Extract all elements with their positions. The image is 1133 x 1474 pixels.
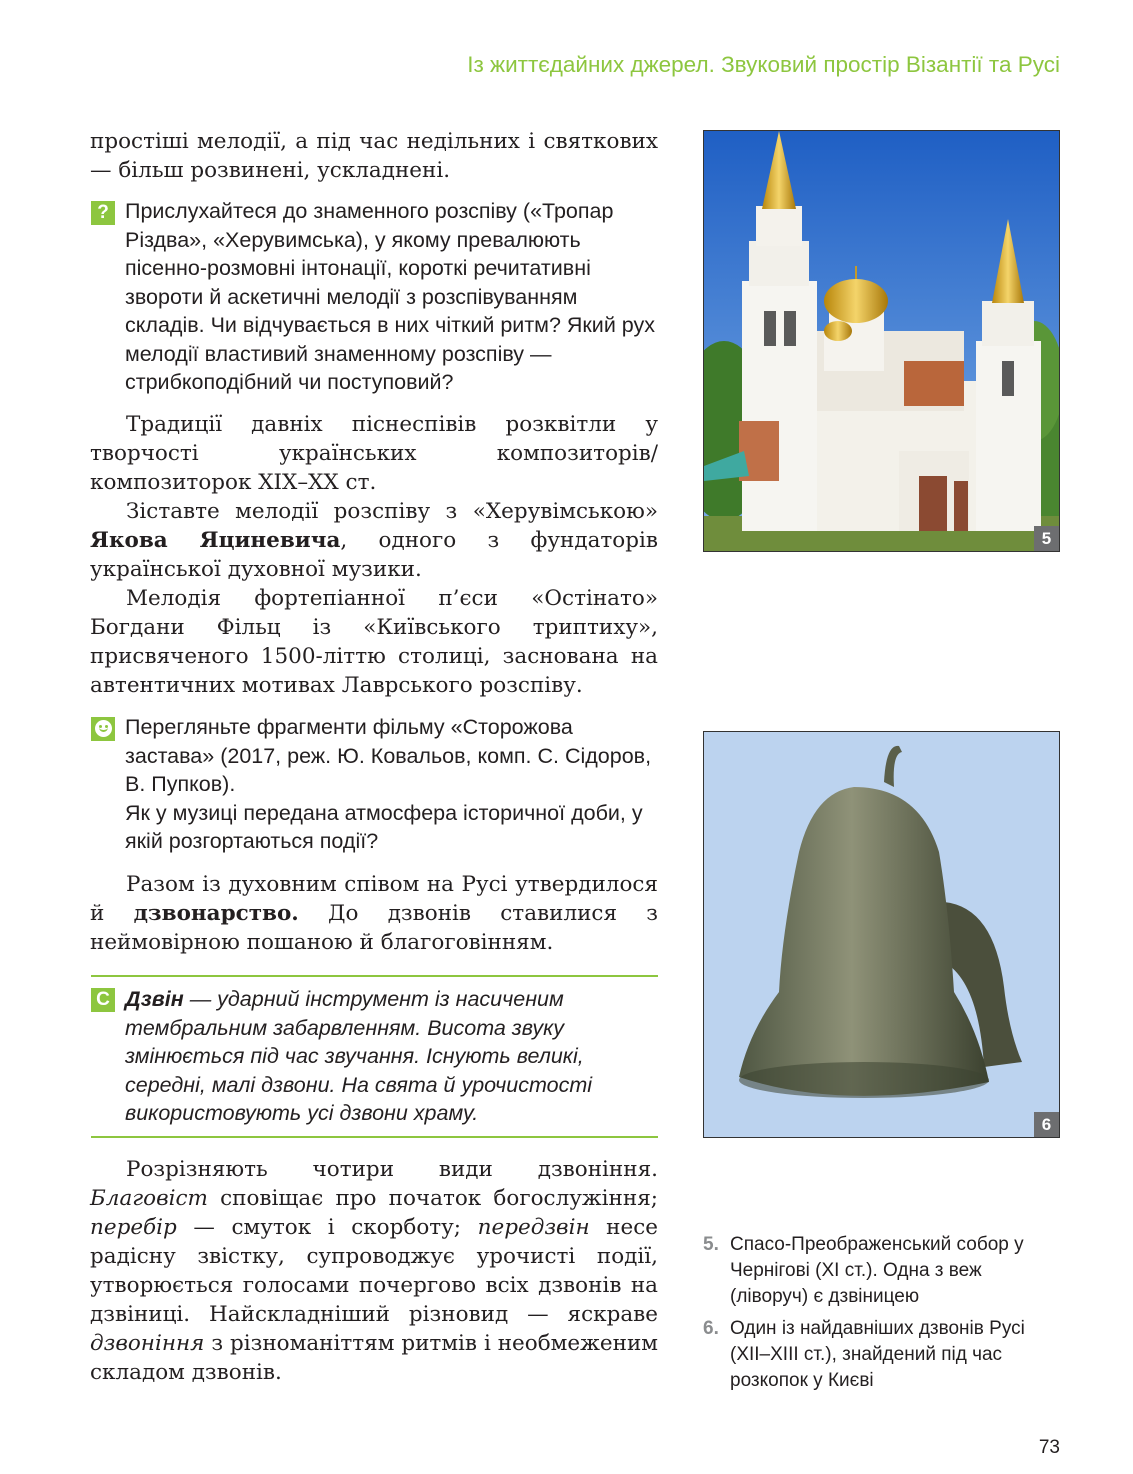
term-dzvoninnia: дзвоніння xyxy=(90,1331,205,1356)
composer-name: Якова Яциневича xyxy=(90,528,341,553)
question-icon: ? xyxy=(91,201,115,225)
film-text: Перегляньте фрагменти фільму «Сторожова застава» (2017, реж. Ю. Ковальов, комп. С. Сідоров, В. Пупков). xyxy=(125,715,652,796)
p6-part3: — смуток і скорботу; xyxy=(176,1215,478,1240)
figure-5-cathedral-photo xyxy=(703,130,1060,552)
term-perebir: перебір xyxy=(90,1215,177,1240)
figure-6-number: 6 xyxy=(1034,1112,1059,1137)
paragraph-2: Традиції давніх піснеспівів розквітли у творчості українських композиторів/ композиторок XIX–XX ст. xyxy=(90,412,658,495)
running-head: Із життєдайних джерел. Звуковий простір Візантії та Русі xyxy=(467,52,1060,77)
paragraph-3 xyxy=(90,497,658,584)
film-question: Як у музиці передана атмосфера історичної доби, у якій розгортаються події? xyxy=(125,800,643,853)
paragraph-4: Мелодія фортепіанної п’єси «Остінато» Богдани Фільц із «Київського триптиху», присвяченого 1500-літтю столиці, заснована на автентичних мотивах Лаврського розспіву. xyxy=(90,586,658,698)
paragraph-1 xyxy=(90,127,658,185)
bell-illustration xyxy=(704,732,1060,1138)
figure-captions xyxy=(703,1232,1063,1400)
caption-5-text: Спасо-Преображенський собор у Чернігові (ХІ ст.). Одна з веж (ліворуч) є дзвіницею xyxy=(730,1234,1024,1307)
caption-6 xyxy=(703,1316,1063,1394)
term-blagovist: Благовіст xyxy=(90,1186,208,1211)
smile-icon xyxy=(91,717,115,741)
term-peredzvin: передзвін xyxy=(477,1215,590,1240)
question-text: Прислухайтеся до знаменного розспіву («Тропар Різдва», «Херувимська), у якому превалюють пісенно-розмовні інтонації, короткі речитативні звороти й аскетичні мелодії з розспівуванням складів. Чи відчувається в них чіткий ритм? Який рух мелодії властивий знаменному розспіву — стрибкоподібний чи поступовий? xyxy=(125,199,656,394)
paragraph-5-end: До дзвонів ставилися з неймовірною пошаною й благоговінням. xyxy=(90,901,658,955)
definition-term: Дзвін xyxy=(125,987,184,1011)
paragraph-6 xyxy=(90,1155,658,1387)
paragraph-5 xyxy=(90,870,658,957)
caption-5-number: 5. xyxy=(703,1234,719,1255)
paragraph-3-start: Зіставте мелодії розспіву з «Херувімською» xyxy=(126,499,658,524)
definition-top-rule xyxy=(91,975,658,977)
paragraph-5-start: Разом із духовним співом на Русі утвердилося й xyxy=(90,872,658,926)
page-number: 73 xyxy=(1038,1437,1060,1458)
definition-body: — ударний інструмент із насиченим тембральним забарвленням. Висота звуку змінюється під час звучання. Існують великі, середні, малі дзвони. На свята й урочистості використовують усі дзвони храму. xyxy=(125,987,593,1125)
figure-5-number: 5 xyxy=(1034,526,1059,551)
cathedral-illustration xyxy=(704,131,1060,552)
definition-bottom-rule xyxy=(91,1136,658,1138)
p6-part2: сповіщає про початок богослужіння; xyxy=(207,1186,658,1211)
paragraph-3-end: , одного з фундаторів української духовної музики. xyxy=(90,528,658,582)
caption-6-text: Один із найдавніших дзвонів Русі (ХІІ–ХІІІ ст.), знайдений під час розкопок у Києві xyxy=(730,1318,1025,1391)
p6-part4: несе радісну звістку, супроводжує урочисті події, утворюється голосами почергово всіх дзвонів на дзвіниці. Найскладніший різновид — яскраве xyxy=(90,1215,659,1327)
film-block xyxy=(125,713,658,856)
definition-icon: С xyxy=(91,988,115,1012)
paragraph-1-text: простіші мелодії, а під час недільних і святкових — більш розвинені, ускладнені. xyxy=(90,129,658,183)
caption-5 xyxy=(703,1232,1063,1310)
caption-6-number: 6. xyxy=(703,1318,719,1339)
definition-text xyxy=(125,985,658,1128)
p6-part5: з різноманіттям ритмів і необмеженим складом дзвонів. xyxy=(90,1331,658,1385)
p6-part1: Розрізняють чотири види дзвоніння. xyxy=(126,1157,658,1182)
paragraphs-2-4 xyxy=(90,410,658,700)
bell-ringing-term: дзвонарство. xyxy=(133,901,299,926)
figure-6-bell-photo xyxy=(703,731,1060,1138)
